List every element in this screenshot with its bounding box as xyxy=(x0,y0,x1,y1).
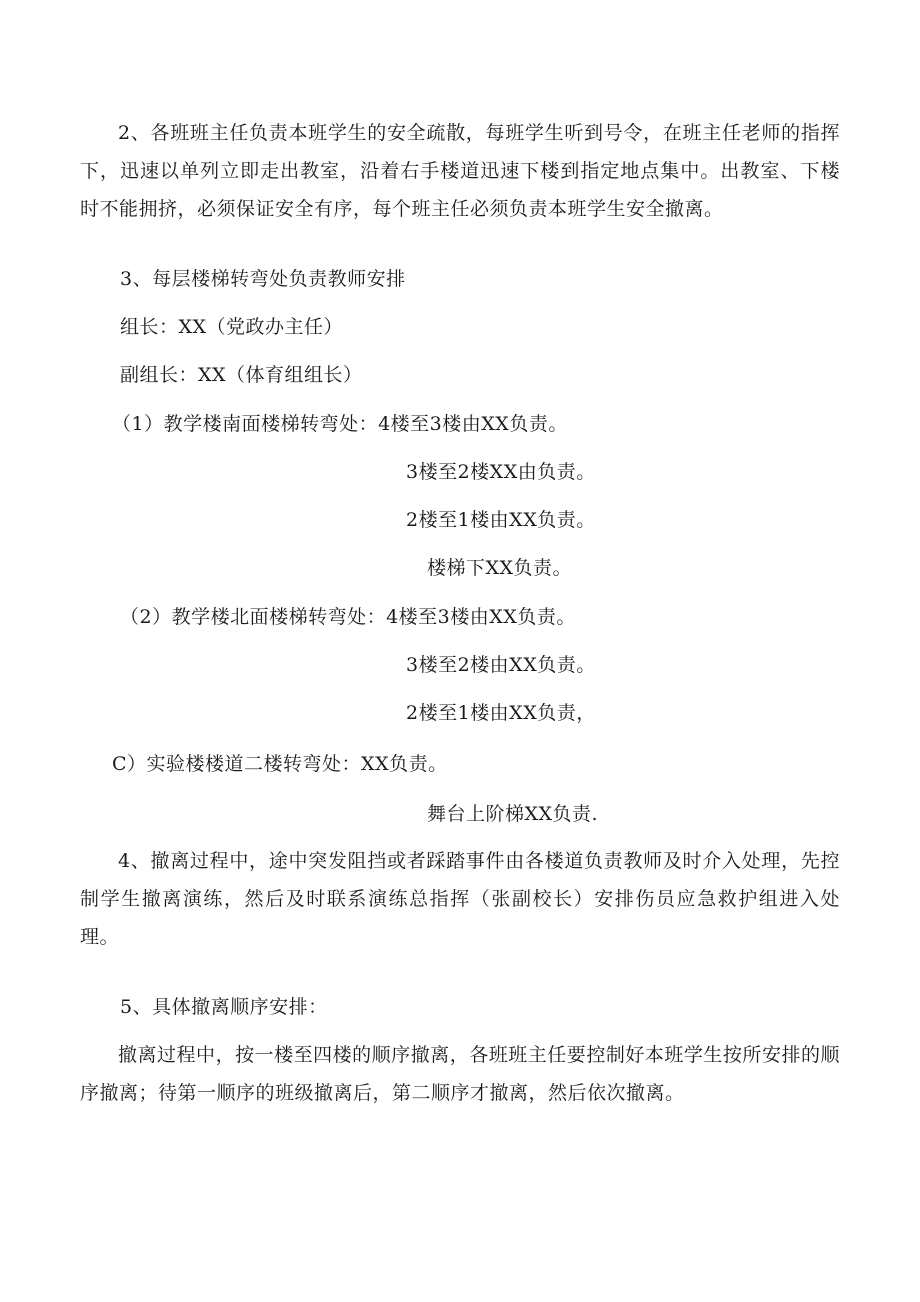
paragraph-incident-handling: 4、撤离过程中，途中突发阻挡或者踩踏事件由各楼道负责教师及时介入处理，先控制学生撤离演练，然后及时联系演练总指挥（张副校长）安排伤员应急救护组进入处理。 xyxy=(80,850,840,948)
deputy-leader-line: 副组长：XX（体育组组长） xyxy=(120,364,363,386)
south-stairs-floor3-2: 3楼至2楼XX由负责。 xyxy=(406,461,596,483)
lab-building-stairs-line: C）实验楼楼道二楼转弯处：XX负责。 xyxy=(112,753,448,775)
group-leader-line: 组长：XX（党政办主任） xyxy=(120,316,344,338)
south-stairs-floor2-1: 2楼至1楼由XX负责。 xyxy=(406,509,596,531)
north-stairs-line: （2）教学楼北面楼梯转弯处：4楼至3楼由XX负责。 xyxy=(120,606,576,628)
stage-stairs-line: 舞台上阶梯XX负责. xyxy=(427,803,599,825)
paragraph-evacuation-order: 撤离过程中，按一楼至四楼的顺序撤离，各班班主任要控制好本班学生按所安排的顺序撤离；待第一顺序的班级撤离后，第二顺序才撤离，然后依次撤离。 xyxy=(80,1044,840,1104)
heading-stair-teacher-arrangement: 3、每层楼梯转弯处负责教师安排 xyxy=(120,268,406,290)
north-stairs-floor3-2: 3楼至2楼由XX负责。 xyxy=(406,654,596,676)
paragraph-class-teacher-evacuation: 2、各班班主任负责本班学生的安全疏散，每班学生听到号令，在班主任老师的指挥下，迅速以单列立即走出教室，沿着右手楼道迅速下楼到指定地点集中。出教室、下楼时不能拥挤，必须保证安全有序，每个班主任必须负责本班学生安全撤离。 xyxy=(80,122,840,220)
north-stairs-floor2-1: 2楼至1楼由XX负责， xyxy=(406,702,596,724)
heading-evacuation-order: 5、具体撤离顺序安排： xyxy=(120,996,328,1018)
south-stairs-line: （1）教学楼南面楼梯转弯处：4楼至3楼由XX负责。 xyxy=(112,413,568,435)
south-stairs-bottom: 楼梯下XX负责。 xyxy=(427,557,573,579)
